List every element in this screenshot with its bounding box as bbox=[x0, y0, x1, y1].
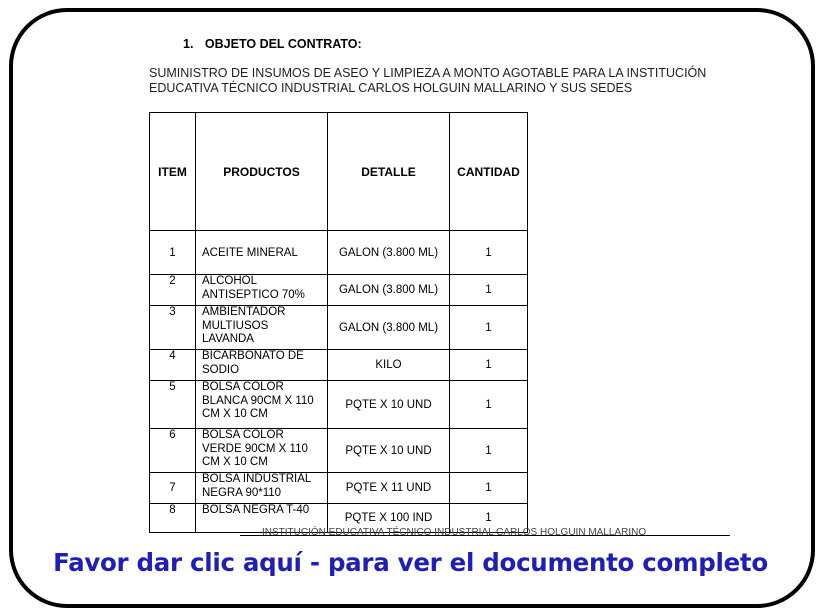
view-full-document-link[interactable]: Favor dar clic aquí - para ver el documento completo bbox=[53, 548, 768, 577]
cell-producto: BOLSA COLOR BLANCA 90CM X 110 CM X 10 CM bbox=[196, 381, 328, 429]
cell-producto: BOLSA COLOR VERDE 90CM X 110 CM X 10 CM bbox=[196, 429, 328, 473]
cell-item: 3 bbox=[150, 306, 196, 350]
table-row bbox=[150, 231, 528, 275]
cell-item: 1 bbox=[150, 231, 196, 275]
cell-item: 4 bbox=[150, 350, 196, 381]
description-line: EDUCATIVA TÉCNICO INDUSTRIAL CARLOS HOLGUIN MALLARINO Y SUS SEDES bbox=[149, 81, 633, 95]
table-header-row bbox=[150, 113, 528, 231]
cell-item: 2 bbox=[150, 275, 196, 306]
footer-text-clipped bbox=[262, 527, 662, 538]
cell-cantidad: 1 bbox=[450, 231, 528, 275]
cell-detalle: PQTE X 10 UND bbox=[328, 381, 450, 429]
cell-detalle: GALON (3.800 ML) bbox=[328, 231, 450, 275]
table-row bbox=[150, 350, 528, 381]
cell-cantidad: 1 bbox=[450, 306, 528, 350]
cell-cantidad: 1 bbox=[450, 473, 528, 504]
section-number: 1. bbox=[183, 37, 194, 51]
cell-detalle: PQTE X 11 UND bbox=[328, 473, 450, 504]
header-item: ITEM bbox=[150, 113, 196, 231]
cell-cantidad: 1 bbox=[450, 381, 528, 429]
cell-detalle: GALON (3.800 ML) bbox=[328, 306, 450, 350]
cell-producto: ACEITE MINERAL bbox=[196, 231, 328, 275]
header-productos: PRODUCTOS bbox=[196, 113, 328, 231]
cell-item: 7 bbox=[150, 473, 196, 504]
cell-detalle: PQTE X 100 IND bbox=[328, 504, 450, 533]
cell-detalle: KILO bbox=[328, 350, 450, 381]
cell-item: 6 bbox=[150, 429, 196, 473]
cell-detalle: GALON (3.800 ML) bbox=[328, 275, 450, 306]
contract-description bbox=[149, 66, 769, 96]
header-detalle: DETALLE bbox=[328, 113, 450, 231]
cell-producto: BICARBONATO DE SODIO bbox=[196, 350, 328, 381]
section-heading bbox=[183, 37, 362, 51]
description-line: SUMINISTRO DE INSUMOS DE ASEO Y LIMPIEZA A MONTO AGOTABLE PARA LA INSTITUCIÓN bbox=[149, 66, 707, 80]
header-cantidad: CANTIDAD bbox=[450, 113, 528, 231]
products-table bbox=[149, 112, 528, 533]
table-row bbox=[150, 381, 528, 429]
section-title: OBJETO DEL CONTRATO: bbox=[204, 37, 362, 51]
cell-producto: AMBIENTADOR MULTIUSOS LAVANDA bbox=[196, 306, 328, 350]
cell-producto: BOLSA INDUSTRIAL NEGRA 90*110 bbox=[196, 473, 328, 504]
cell-cantidad: 1 bbox=[450, 429, 528, 473]
cell-producto: BOLSA NEGRA T-40 bbox=[196, 504, 328, 533]
cell-cantidad: 1 bbox=[450, 350, 528, 381]
table-row bbox=[150, 306, 528, 350]
cell-item: 5 bbox=[150, 381, 196, 429]
cell-cantidad: 1 bbox=[450, 504, 528, 533]
footer-text: INSTITUCIÓN EDUCATIVA TÉCNICO INDUSTRIAL CARLOS HOLGUIN MALLARINO bbox=[262, 527, 647, 538]
cell-item: 8 bbox=[150, 504, 196, 533]
table-row bbox=[150, 473, 528, 504]
table-row bbox=[150, 429, 528, 473]
cell-producto: ALCOHOL ANTISEPTICO 70% bbox=[196, 275, 328, 306]
cell-detalle: PQTE X 10 UND bbox=[328, 429, 450, 473]
table-row bbox=[150, 275, 528, 306]
cell-cantidad: 1 bbox=[450, 275, 528, 306]
